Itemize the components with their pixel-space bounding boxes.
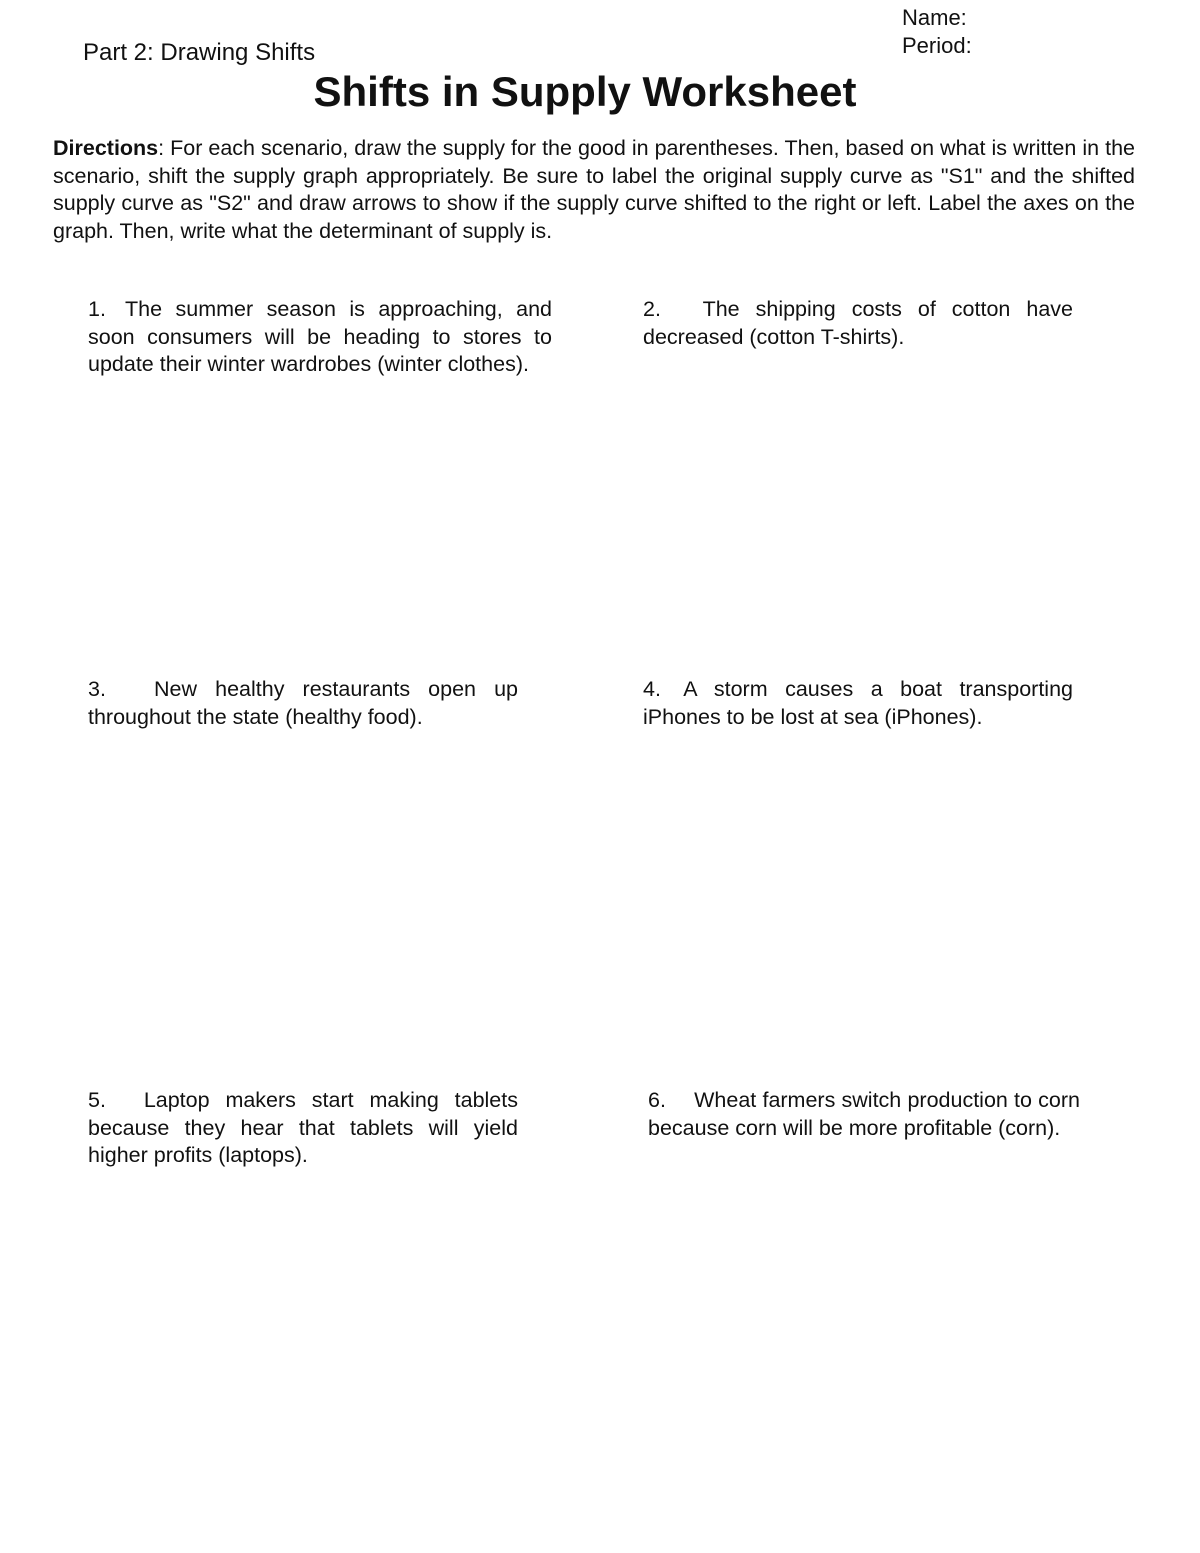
directions-paragraph [53, 135, 1135, 245]
scenario-text: Laptop makers start making tablets because they hear that tablets will yield higher profits (laptops). [88, 1088, 518, 1167]
scenario-text: New healthy restaurants open up throughout the state (healthy food). [88, 677, 518, 729]
page-title: Shifts in Supply Worksheet [313, 68, 857, 115]
scenario-number: 3. [88, 677, 106, 701]
scenario-text: A storm causes a boat transporting iPhones to be lost at sea (iPhones). [643, 677, 1073, 729]
scenario-2 [643, 296, 1073, 351]
scenario-number: 4. [643, 677, 661, 701]
scenario-number: 5. [88, 1088, 106, 1112]
scenario-6 [648, 1087, 1080, 1142]
scenario-number: 1. [88, 297, 106, 321]
scenario-5 [88, 1087, 518, 1170]
scenario-text: Wheat farmers switch production to corn because corn will be more profitable (corn). [648, 1088, 1080, 1140]
scenario-3 [88, 676, 518, 731]
scenario-number: 2. [643, 297, 661, 321]
scenario-1 [88, 296, 552, 379]
scenario-4 [643, 676, 1073, 731]
student-info-block [902, 4, 972, 60]
name-label: Name: [902, 5, 967, 30]
scenario-text: The summer season is approaching, and soon consumers will be heading to stores to update their winter wardrobes (winter clothes). [88, 297, 552, 376]
directions-text: : For each scenario, draw the supply for the good in parentheses. Then, based on what is written in the scenario, shift the supply graph appropriately. Be sure to label the original supply curve as "S1" and the shifted supply curve as "S2" and draw arrows to show if the supply curve shifted to the right or left. Label the axes on the graph. Then, write what the determinant of supply is. [53, 136, 1135, 243]
scenario-number: 6. [648, 1088, 666, 1112]
directions-label: Directions [53, 136, 159, 160]
part-label: Part 2: Drawing Shifts [83, 39, 316, 66]
period-label: Period: [902, 33, 972, 58]
scenario-text: The shipping costs of cotton have decreased (cotton T-shirts). [643, 297, 1073, 349]
